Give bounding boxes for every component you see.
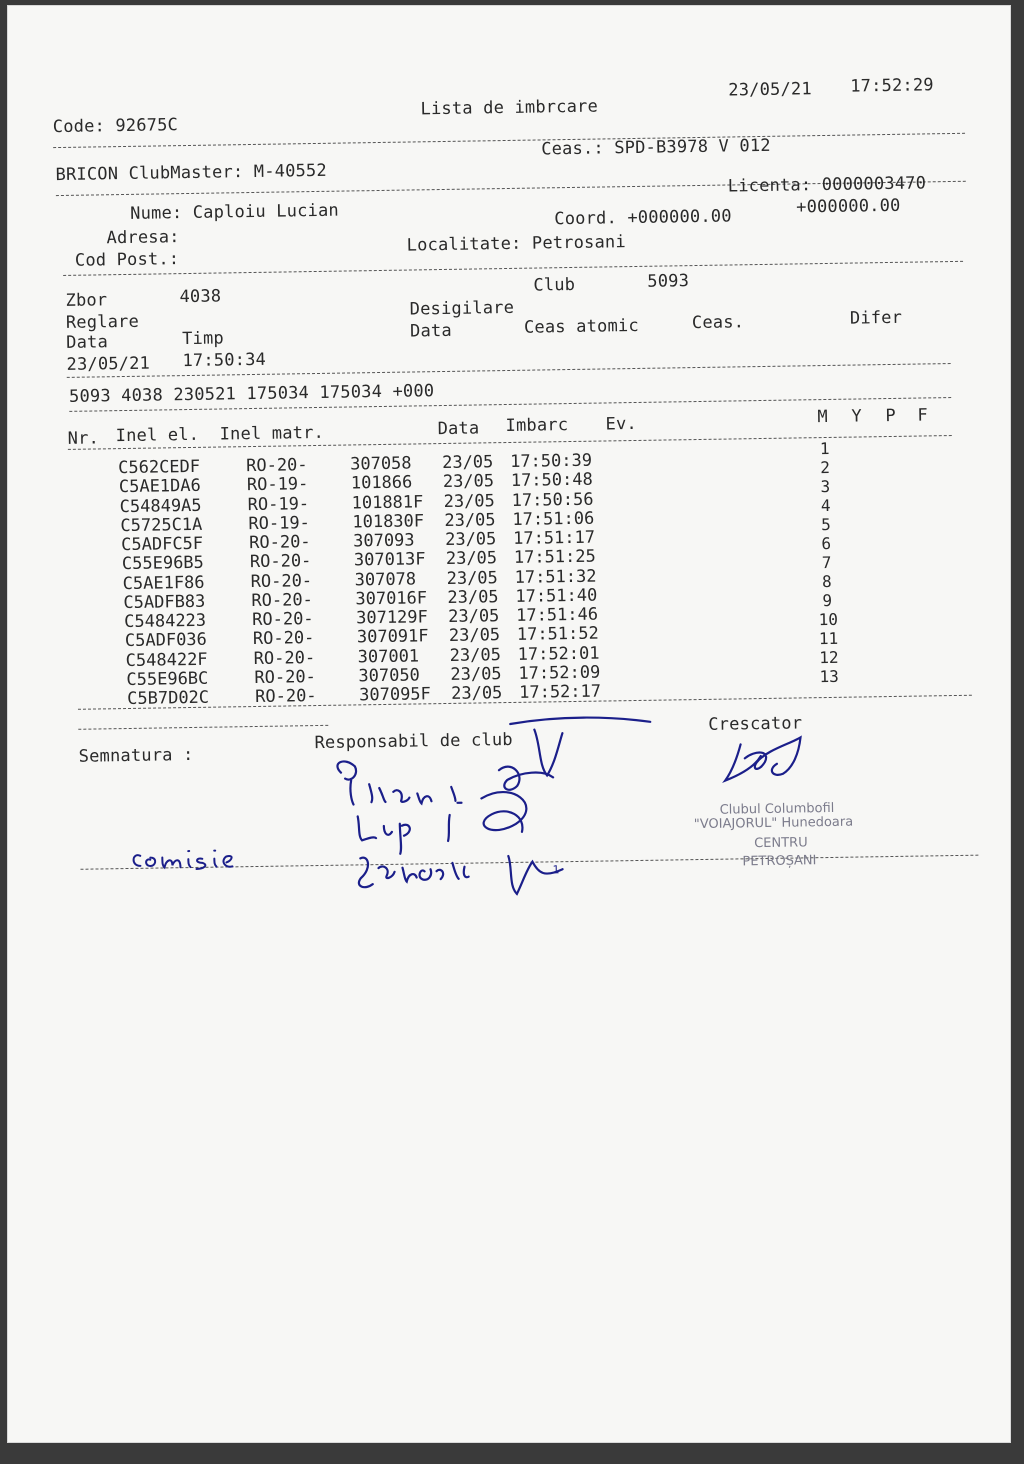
desigilare-label: Desigilare: [410, 298, 515, 320]
col-y: Y: [851, 406, 862, 426]
difer-label: Difer: [850, 308, 902, 329]
ring-electronic: C54849A5: [120, 495, 202, 516]
col-inel-matr: Inel matr.: [220, 423, 325, 445]
arrival-time: 17:51:06: [512, 508, 594, 529]
ring-prefix: RO-20-: [246, 455, 308, 476]
arrival-time: 17:50:48: [511, 470, 593, 491]
club-value: 5093: [647, 271, 689, 292]
arrival-date: 23/05: [447, 587, 498, 608]
divider: [78, 725, 328, 730]
ring-number: 307058: [350, 454, 412, 475]
col-m: M: [817, 407, 828, 427]
arrival-time: 17:51:32: [514, 566, 596, 587]
col-f: F: [917, 405, 928, 425]
data-label: Data: [66, 332, 108, 353]
ring-prefix: RO-20-: [252, 609, 314, 630]
arrival-date: 23/05: [442, 452, 493, 473]
ring-electronic: C5B7D02C: [127, 688, 209, 709]
stamp-line-3: CENTRU: [754, 835, 808, 851]
document-title: Lista de imbrcare: [420, 97, 598, 120]
arrival-date: 23/05: [446, 568, 497, 589]
ring-electronic: C5ADFC5F: [121, 534, 203, 555]
ring-electronic: C5AE1DA6: [119, 476, 201, 497]
localitate-label: Localitate: Petrosani: [407, 232, 626, 255]
position-number: 10: [819, 610, 839, 629]
divider: [63, 261, 963, 276]
ring-prefix: RO-19-: [248, 513, 310, 534]
ring-electronic: C5AE1F86: [123, 572, 205, 593]
club-signatures: [310, 703, 673, 919]
ring-number: 307095F: [359, 684, 431, 705]
position-number: 13: [819, 667, 839, 686]
arrival-date: 23/05: [443, 491, 494, 512]
arrival-date: 23/05: [446, 548, 497, 569]
arrival-time: 17:51:25: [514, 547, 596, 568]
ring-number: 307001: [358, 646, 420, 667]
ring-electronic: C5ADFB83: [123, 592, 205, 613]
ring-number: 101881F: [351, 492, 423, 513]
ring-number: 307016F: [355, 588, 427, 609]
reglare-label: Reglare: [66, 312, 139, 333]
code-line: 5093 4038 230521 175034 175034 +000: [69, 381, 435, 407]
divider: [53, 133, 965, 148]
ring-prefix: RO-20-: [249, 532, 311, 553]
ring-prefix: RO-20-: [254, 667, 316, 688]
ring-number: 307078: [355, 569, 417, 590]
arrival-date: 23/05: [450, 664, 501, 685]
position-number: 3: [820, 477, 830, 496]
document-sheet: [8, 6, 1010, 1442]
ring-number: 307013F: [354, 550, 426, 571]
arrival-date: 23/05: [444, 510, 495, 531]
ring-prefix: RO-20-: [254, 648, 316, 669]
club-label: Club: [533, 275, 575, 296]
semnatura-label: Semnatura :: [79, 745, 194, 767]
arrival-date: 23/05: [450, 645, 501, 666]
position-number: 7: [822, 553, 832, 572]
arrival-time: 17:52:09: [518, 662, 600, 683]
ceas-col-label: Ceas.: [692, 312, 744, 333]
comisie-handwriting: [122, 830, 253, 882]
ring-prefix: RO-20-: [250, 551, 312, 572]
arrival-time: 17:50:39: [510, 451, 592, 472]
m-column: [0, 0, 1001, 14]
responsabil-label: Responsabil de club: [314, 730, 513, 753]
ring-electronic: C548422F: [126, 649, 208, 670]
ring-prefix: RO-19-: [247, 474, 309, 495]
position-number: 2: [820, 458, 830, 477]
col-data: Data: [437, 418, 479, 439]
ring-electronic: C5ADF036: [125, 630, 207, 651]
arrival-date: 23/05: [448, 606, 499, 627]
print-time: 17:52:29: [850, 75, 934, 96]
position-number: 1: [820, 439, 830, 458]
svg-text:1: 1: [552, 863, 559, 876]
col-nr: Nr.: [68, 428, 100, 448]
ring-number: 101866: [351, 473, 413, 494]
device-label: BRICON ClubMaster: M-40552: [55, 161, 327, 185]
stamp-line-1: Clubul Columbofil: [720, 801, 835, 818]
position-number: 4: [821, 496, 831, 515]
cod-post-label: Cod Post.:: [75, 249, 180, 271]
col-ev: Ev.: [605, 414, 637, 434]
ring-number: 307091F: [357, 627, 429, 648]
code-label: Code: 92675C: [53, 115, 179, 137]
ring-electronic: C55E96BC: [126, 668, 208, 689]
stamp-line-4: PETROȘANI: [742, 853, 816, 869]
ring-prefix: RO-20-: [253, 628, 315, 649]
arrival-time: 17:51:52: [517, 624, 599, 645]
licenta-label: Licenta: 0000003470: [728, 173, 927, 196]
position-number: 12: [819, 648, 839, 667]
position-number: 11: [819, 629, 839, 648]
ceas-atomic-label: Ceas atomic: [524, 316, 639, 338]
ceas-label: Ceas.: SPD-B3978 V 012: [541, 136, 771, 160]
arrival-time: 17:51:40: [515, 585, 597, 606]
print-date: 23/05/21: [728, 79, 812, 100]
position-number: 9: [822, 591, 832, 610]
ring-prefix: RO-19-: [248, 494, 310, 515]
position-number: 6: [821, 534, 831, 553]
coord-label: Coord. +000000.00: [554, 206, 732, 229]
arrival-date: 23/05: [449, 625, 500, 646]
ring-number: 101830F: [352, 511, 424, 532]
coord2-label: +000000.00: [796, 196, 901, 218]
arrival-time: 17:52:17: [519, 682, 601, 703]
arrival-time: 17:52:01: [518, 643, 600, 664]
zbor-label: Zbor: [65, 290, 107, 311]
crescator-signature: [710, 727, 821, 799]
position-number: 8: [822, 572, 832, 591]
arrival-time: 17:50:56: [511, 489, 593, 510]
arrival-table: [0, 0, 1001, 14]
col-p: P: [885, 406, 896, 426]
arrival-time: 17:51:17: [513, 528, 595, 549]
col-imbarc: Imbarc: [505, 415, 568, 436]
ring-prefix: RO-20-: [251, 590, 313, 611]
arrival-date: 23/05: [445, 529, 496, 550]
ring-prefix: RO-20-: [251, 571, 313, 592]
arrival-date: 23/05: [451, 683, 502, 704]
position-number: 5: [821, 515, 831, 534]
ring-electronic: C55E96B5: [122, 553, 204, 574]
ring-electronic: C5484223: [124, 611, 206, 632]
ring-number: 307129F: [356, 607, 428, 628]
arrival-time: 17:51:46: [516, 605, 598, 626]
ring-number: 307050: [358, 665, 420, 686]
ring-electronic: C562CEDF: [118, 457, 200, 478]
col-inel-el: Inel el.: [116, 425, 200, 446]
reglare-time: 17:50:34: [182, 350, 266, 371]
adresa-label: Adresa:: [106, 227, 179, 248]
arrival-date: 23/05: [443, 471, 494, 492]
ring-number: 307093: [353, 530, 415, 551]
data2-label: Data: [410, 321, 452, 342]
ring-prefix: RO-20-: [255, 686, 317, 707]
reglare-date: 23/05/21: [66, 354, 150, 375]
zbor-value: 4038: [179, 286, 221, 307]
ring-electronic: C5725C1A: [120, 515, 202, 536]
nume-label: Nume: Caploiu Lucian: [130, 201, 339, 224]
timp-label: Timp: [182, 328, 224, 349]
crescator-label: Crescator: [708, 713, 802, 734]
stamp-line-2: "VOIAJORUL" Hunedoara: [694, 815, 854, 833]
